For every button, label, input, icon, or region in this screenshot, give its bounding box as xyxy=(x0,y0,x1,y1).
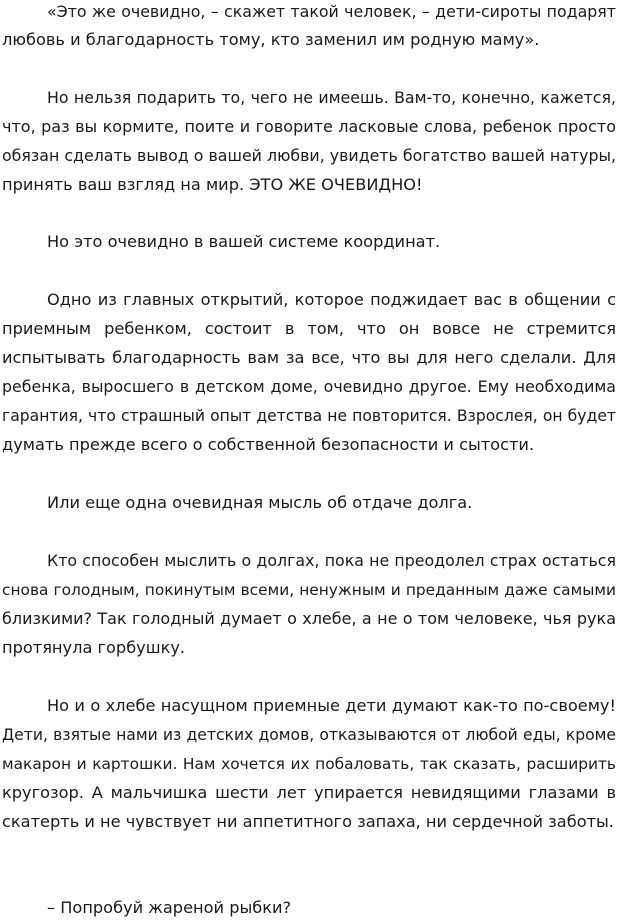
text-line: гарантия, что страшный опыт детства не повторится. Взрослея, он будет xyxy=(2,407,616,425)
text-line: протянула горбушку. xyxy=(2,638,186,657)
text-line: Но и о хлебе насущном приемные дети думают как-то по-своему! xyxy=(47,696,616,715)
text-line: думать прежде всего о собственной безопасности и сытости. xyxy=(2,435,535,454)
text-line: испытывать благодарность вам за все, что вы для него сделали. Для xyxy=(2,348,616,367)
text-line: близкими? Так голодный думает о хлебе, а не о том человеке, чья рука xyxy=(2,609,616,628)
text-line: Одно из главных открытий, которое поджидает вас в общении с xyxy=(47,290,616,309)
text-line: Дети, взятые нами из детских домов, отказываются от любой еды, кроме xyxy=(2,726,616,744)
text-line: «Это же очевидно, – скажет такой человек, – дети-сироты подарят xyxy=(47,2,616,21)
text-line: кругозор. А мальчишка шести лет упирается невидящими глазами в xyxy=(2,783,616,802)
text-line: – Попробуй жареной рыбки? xyxy=(47,898,292,917)
text-line: принять ваш взгляд на мир. ЭТО ЖЕ ОЧЕВИДНО! xyxy=(2,175,423,194)
text-line: что, раз вы кормите, поите и говорите ласковые слова, ребенок просто xyxy=(2,117,616,136)
text-line: любовь и благодарность тому, кто заменил им родную маму». xyxy=(2,30,540,49)
text-line: Но это очевидно в вашей системе координат. xyxy=(47,232,441,251)
text-line: приемным ребенком, состоит в том, что он вовсе не стремится xyxy=(2,319,616,338)
text-line: Но нельзя подарить то, чего не имеешь. Вам-то, конечно, кажется, xyxy=(47,88,616,107)
text-line: Кто способен мыслить о долгах, пока не преодолел страх остаться xyxy=(47,551,616,570)
text-line: снова голодным, покинутым всеми, ненужным и преданным даже самыми xyxy=(2,581,616,599)
text-line: скатерть и не чувствует ни аппетитного запаха, ни сердечной заботы. xyxy=(2,812,614,831)
text-line: Или еще одна очевидная мысль об отдаче долга. xyxy=(47,493,473,512)
text-line: ребенка, выросшего в детском доме, очевидно другое. Ему необходима xyxy=(2,377,616,396)
text-line: макарон и картошки. Нам хочется их побаловать, так сказать, расширить xyxy=(2,755,616,773)
text-line: обязан сделать вывод о вашей любви, увидеть богатство вашей натуры, xyxy=(2,146,616,165)
